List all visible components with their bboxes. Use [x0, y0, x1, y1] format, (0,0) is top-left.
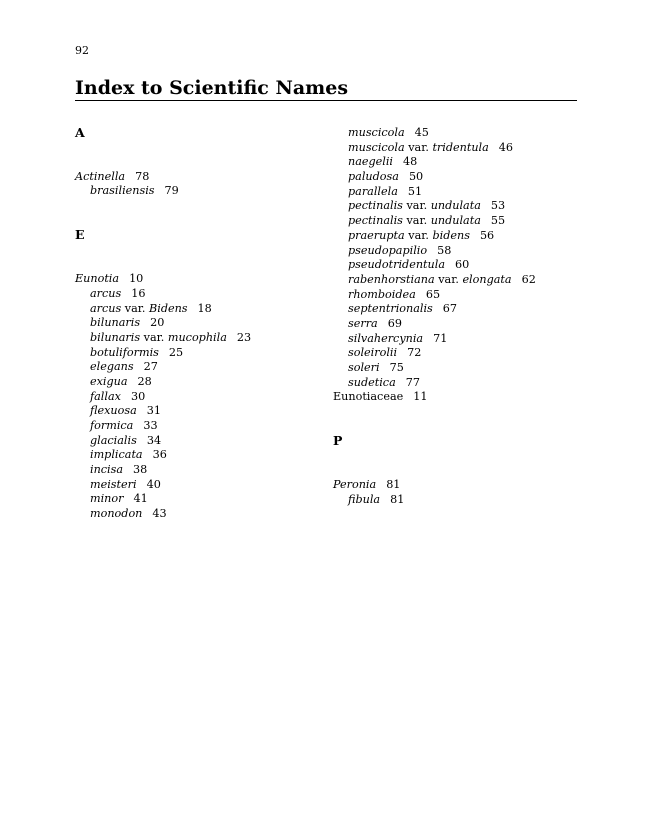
entry-page-ref: 65: [425, 287, 441, 301]
entry-name-part: minor: [90, 492, 124, 506]
entry-name-part: pseudotridentula: [348, 258, 445, 272]
section-letter-e: E: [75, 227, 85, 243]
entry-name-part: rabenhorstiana: [348, 272, 435, 286]
entry-name-part: formica: [90, 419, 134, 433]
entry-page-ref: 41: [133, 492, 148, 506]
entry-name-part: Bidens: [149, 301, 188, 315]
entry-page-ref: 72: [407, 346, 422, 360]
entry-name-part: flexuosa: [90, 404, 137, 418]
entry-name-part: mucophila: [167, 330, 227, 344]
index-subentry: [333, 332, 593, 347]
entry-name-part: arcus: [90, 286, 122, 300]
entry-name-part: var.: [402, 214, 431, 228]
entry-page-ref: 71: [433, 331, 448, 345]
index-subentry: [75, 375, 315, 390]
entry-page-ref: 28: [137, 374, 152, 388]
entry-name-part: incisa: [90, 463, 124, 477]
entry-name-part: muscicola: [348, 140, 405, 154]
entry-name-part: naegelii: [348, 155, 394, 169]
entry-name-part: bilunaris: [90, 330, 141, 344]
index-entry: [333, 390, 593, 405]
section-p-entries: [333, 478, 593, 507]
entry-page-ref: 43: [152, 507, 167, 521]
index-subentry: [75, 331, 315, 346]
entry-page-ref: 11: [413, 390, 428, 404]
entry-page-ref: 81: [390, 492, 405, 506]
entry-page-ref: 75: [389, 361, 404, 374]
entry-page-ref: 50: [408, 170, 424, 184]
entry-page-ref: 31: [146, 404, 161, 418]
entry-page-ref: 56: [479, 228, 495, 242]
entry-name-part: brasiliensis: [90, 184, 155, 198]
entry-name-part: Eunotiaceae: [333, 390, 404, 404]
entry-page-ref: 60: [454, 258, 470, 272]
entry-page-ref: 23: [236, 330, 252, 344]
index-subentry: [333, 244, 593, 259]
index-subentry: [333, 376, 593, 391]
entry-name-part: elegans: [90, 360, 134, 374]
entry-page-ref: 34: [146, 433, 162, 447]
entry-name-part: fallax: [90, 389, 121, 403]
entry-name-part: var.: [404, 228, 433, 242]
entry-name-part: tridentula: [432, 140, 489, 154]
entry-name-part: paludosa: [348, 170, 399, 184]
entry-page-ref: 55: [490, 214, 506, 228]
entry-name-part: implicata: [90, 448, 143, 462]
index-subentry: [333, 199, 593, 214]
continued-entries: [333, 126, 593, 405]
entry-page-ref: 62: [521, 272, 536, 286]
entry-page-ref: 38: [133, 463, 148, 477]
index-subentry: [75, 302, 315, 317]
section-e-entries: [75, 272, 315, 522]
index-subentry: [333, 170, 593, 185]
entry-name-part: monodon: [90, 507, 143, 521]
entry-page-ref: 58: [437, 243, 452, 257]
entry-page-ref: 30: [130, 389, 146, 403]
page-title: Index to Scientific Names: [75, 77, 349, 99]
index-subentry: [333, 126, 593, 141]
entry-name-part: soleirolii: [348, 346, 398, 360]
index-entry: [333, 478, 593, 493]
entry-page-ref: 69: [387, 316, 402, 330]
index-subentry: [333, 229, 593, 244]
entry-name-part: septentrionalis: [348, 302, 433, 316]
index-subentry: [333, 214, 593, 229]
entry-name-part: arcus: [90, 301, 122, 315]
entry-name-part: var.: [404, 140, 433, 154]
entry-name-part: undulata: [430, 199, 481, 213]
index-subentry: [75, 507, 315, 522]
entry-name-part: var.: [434, 272, 463, 286]
entry-name-part: Actinella: [75, 169, 126, 183]
entry-page-ref: 46: [498, 140, 514, 154]
entry-page-ref: 77: [405, 375, 420, 389]
entry-name-part: botuliformis: [90, 345, 159, 359]
entry-name-part: Eunotia: [75, 272, 120, 286]
index-column-left: [75, 126, 315, 522]
entry-name-part: pectinalis: [348, 214, 403, 228]
entry-name-part: soleri: [348, 361, 380, 374]
index-subentry: [75, 492, 315, 507]
entry-name-part: parallela: [348, 184, 398, 198]
index-subentry: [333, 493, 593, 508]
entry-page-ref: 53: [490, 199, 506, 213]
index-subentry: [75, 184, 315, 199]
entry-page-ref: 10: [129, 272, 144, 286]
entry-name-part: bilunaris: [90, 316, 141, 330]
entry-name-part: silvahercynia: [348, 331, 424, 345]
index-subentry: [75, 346, 315, 361]
index-entry: [75, 272, 315, 287]
index-subentry: [333, 317, 593, 332]
index-subentry: [75, 478, 315, 493]
entry-page-ref: 67: [442, 302, 458, 316]
entry-name-part: rhomboidea: [348, 287, 416, 301]
entry-name-part: serra: [348, 316, 378, 330]
entry-name-part: elongata: [462, 272, 512, 286]
index-subentry: [333, 273, 593, 288]
entry-name-part: undulata: [430, 214, 481, 228]
page-number: 92: [75, 44, 89, 57]
index-column-right: [333, 126, 593, 508]
section-letter-a: A: [75, 125, 85, 140]
section-gap: [75, 199, 315, 228]
entry-name-part: muscicola: [348, 126, 405, 139]
entry-page-ref: 33: [143, 419, 158, 433]
entry-page-ref: 81: [386, 478, 401, 492]
entry-name-part: pectinalis: [348, 199, 403, 213]
entry-page-ref: 79: [164, 184, 179, 198]
entry-page-ref: 40: [146, 477, 161, 491]
index-subentry: [333, 155, 593, 170]
index-subentry: [333, 346, 593, 361]
entry-page-ref: 36: [152, 448, 167, 462]
index-subentry: [75, 434, 315, 449]
entry-page-ref: 51: [407, 184, 423, 198]
index-entry: [75, 170, 315, 185]
index-subentry: [75, 448, 315, 463]
entry-page-ref: 48: [403, 155, 418, 169]
entry-name-part: Peronia: [333, 478, 377, 492]
index-subentry: [75, 287, 315, 302]
entry-name-part: fibula: [348, 492, 381, 506]
entry-page-ref: 20: [150, 316, 165, 330]
entry-page-ref: 27: [143, 360, 158, 374]
entry-page-ref: 18: [197, 301, 212, 315]
index-subentry: [333, 361, 593, 376]
section-letter-p: P: [333, 433, 343, 449]
entry-name-part: praerupta: [348, 228, 405, 242]
entry-page-ref: 16: [131, 286, 146, 300]
entry-page-ref: 78: [135, 169, 150, 183]
index-subentry: [75, 316, 315, 331]
entry-name-part: var.: [402, 199, 431, 213]
entry-name-part: sudetica: [348, 375, 396, 389]
entry-name-part: var.: [140, 330, 168, 344]
entry-name-part: pseudopapilio: [348, 243, 428, 257]
index-subentry: [333, 185, 593, 200]
index-subentry: [333, 258, 593, 273]
entry-name-part: glacialis: [90, 433, 137, 447]
index-subentry: [75, 390, 315, 405]
index-subentry: [75, 463, 315, 478]
index-subentry: [333, 288, 593, 303]
index-subentry: [333, 302, 593, 317]
section-a-entries: [75, 170, 315, 199]
entry-name-part: meisteri: [90, 477, 137, 491]
entry-name-part: bidens: [432, 228, 470, 242]
entry-name-part: var.: [121, 301, 150, 315]
index-subentry: [75, 419, 315, 434]
entry-name-part: exigua: [90, 374, 128, 388]
index-subentry: [75, 404, 315, 419]
index-subentry: [75, 360, 315, 375]
entry-page-ref: 25: [168, 345, 184, 359]
index-subentry: [333, 141, 593, 156]
section-gap: [333, 405, 593, 434]
entry-page-ref: 45: [414, 126, 429, 139]
title-rule: [75, 100, 577, 101]
